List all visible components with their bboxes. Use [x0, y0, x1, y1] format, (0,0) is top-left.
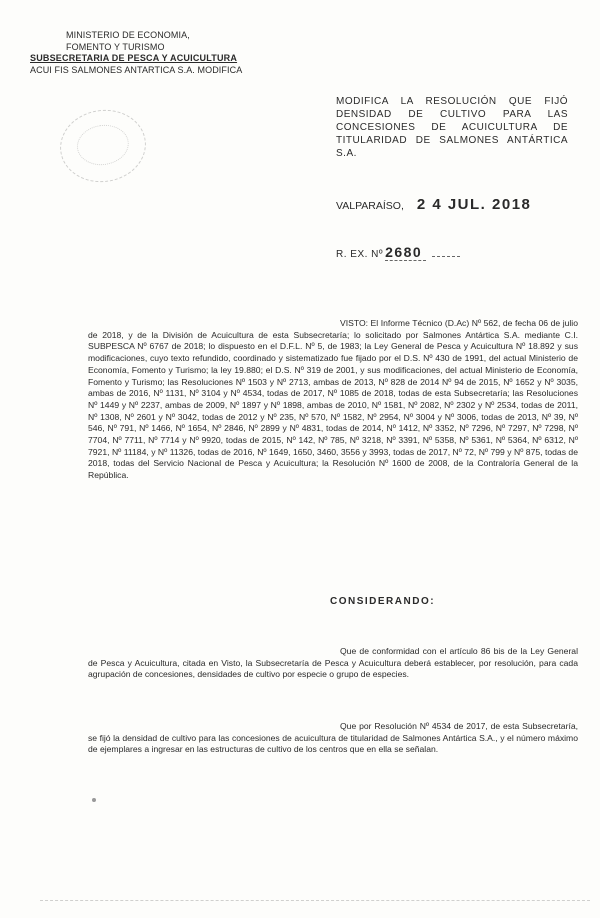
header-reference: ACUI FIS SALMONES ANTARTICA S.A. MODIFICA — [30, 64, 243, 75]
place-label: VALPARAÍSO, — [336, 200, 404, 212]
header-ministry: MINISTERIO DE ECONOMIA, — [66, 30, 190, 40]
date-line — [336, 196, 531, 213]
considerando-paragraph-2: Que por Resolución Nº 4534 de 2017, de esta Subsecretaría, se fijó la densidad de cultivo para las concesiones de acuicultura de titularidad de Salmones Antártica S.A., y el número máximo de ejemplares a ingresar en las estructuras de cultivo de los centros que en ella se señalan. — [88, 721, 578, 755]
header-subsecretaria: SUBSECRETARIA DE PESCA Y ACUICULTURA — [30, 53, 238, 63]
resolution-title: MODIFICA LA RESOLUCIÓN QUE FIJÓ DENSIDAD DE CULTIVO PARA LAS CONCESIONES DE ACUICULTURA DE TITULARIDAD DE SALMONES ANTÁRTICA S.A. — [336, 96, 568, 159]
rex-label: R. EX. Nº — [336, 249, 384, 260]
rex-number: 2680 — [385, 244, 426, 261]
date-stamp: 2 4 JUL. 2018 — [416, 196, 532, 213]
resolution-number-line — [336, 244, 460, 261]
official-stamp — [55, 104, 150, 187]
margin-mark — [92, 798, 96, 802]
scan-edge — [40, 900, 590, 911]
visto-paragraph: VISTO: El Informe Técnico (D.Ac) Nº 562, de fecha 06 de julio de 2018, y de la División de Acuicultura de esta Subsecretaría; lo solicitado por Salmones Antártica S.A. mediante C.I. SUBPESCA Nº 6767 de 2018; lo dispuesto en el D.F.L. Nº 5, de 1983; la Ley General de Pesca y Acuicultura Nº 18.892 y sus modificaciones, cuyo texto refundido, coordinado y sistematizado fue fijado por el D.S. Nº 430 de 1991, del actual Ministerio de Economía, Fomento y Turismo; la ley 19.880; el D.S. Nº 319 de 2001, y sus modificaciones, del actual Ministerio de Economía, Fomento y Turismo; las Resoluciones Nº 1503 y Nº 2713, ambas de 2013, Nº 828 de 2014 Nº 94 de 2015, Nº 1652 y Nº 3035, ambas de 2016, Nº 1131, Nº 3104 y Nº 4534, todas de 2017, Nº 1085 de 2018, todas de esta Subsecretaría; las Resoluciones Nº 1449 y Nº 2237, ambas de 2009, Nº 1897 y Nº 1898, ambas de 2010, Nº 1581, Nº 2082, Nº 2302 y Nº 2534, todas de 2011, Nº 1308, Nº 2601 y Nº 3042, todas de 2012 y Nº 235, Nº 570, Nº 1582, Nº 2954, Nº 3004 y Nº 3006, todas de 2013, Nº 39, Nº 546, Nº 791, Nº 1466, Nº 1654, Nº 2846, Nº 2899 y Nº 4831, todas de 2014, Nº 1412, Nº 3352, Nº 7296, Nº 7297, Nº 7298, Nº 7704, Nº 7711, Nº 7714 y Nº 9920, todas de 2015, Nº 142, Nº 785, Nº 3218, Nº 3391, Nº 5358, Nº 5361, Nº 5364, Nº 6312, Nº 7921, Nº 11184, y Nº 11326, todas de 2016, Nº 1649, 1650, 3460, 3556 y 3993, todas de 2017, Nº 72, Nº 799 y Nº 875, todas de 2018, todas del Servicio Nacional de Pesca y Acuicultura; la Resolución Nº 1600 de 2008, de la Contraloría General de la República. — [88, 318, 578, 481]
considerando-heading: CONSIDERANDO: — [330, 596, 436, 607]
header-ministry-sub: FOMENTO Y TURISMO — [66, 41, 165, 52]
rex-underline — [432, 256, 460, 257]
ministry-header — [30, 30, 290, 76]
considerando-paragraph-1: Que de conformidad con el artículo 86 bis de la Ley General de Pesca y Acuicultura, citada en Visto, la Subsecretaría de Pesca y Acuicultura deberá establecer, por resolución, para cada agrupación de concesiones, densidades de cultivo por especie o grupo de especies. — [88, 646, 578, 680]
